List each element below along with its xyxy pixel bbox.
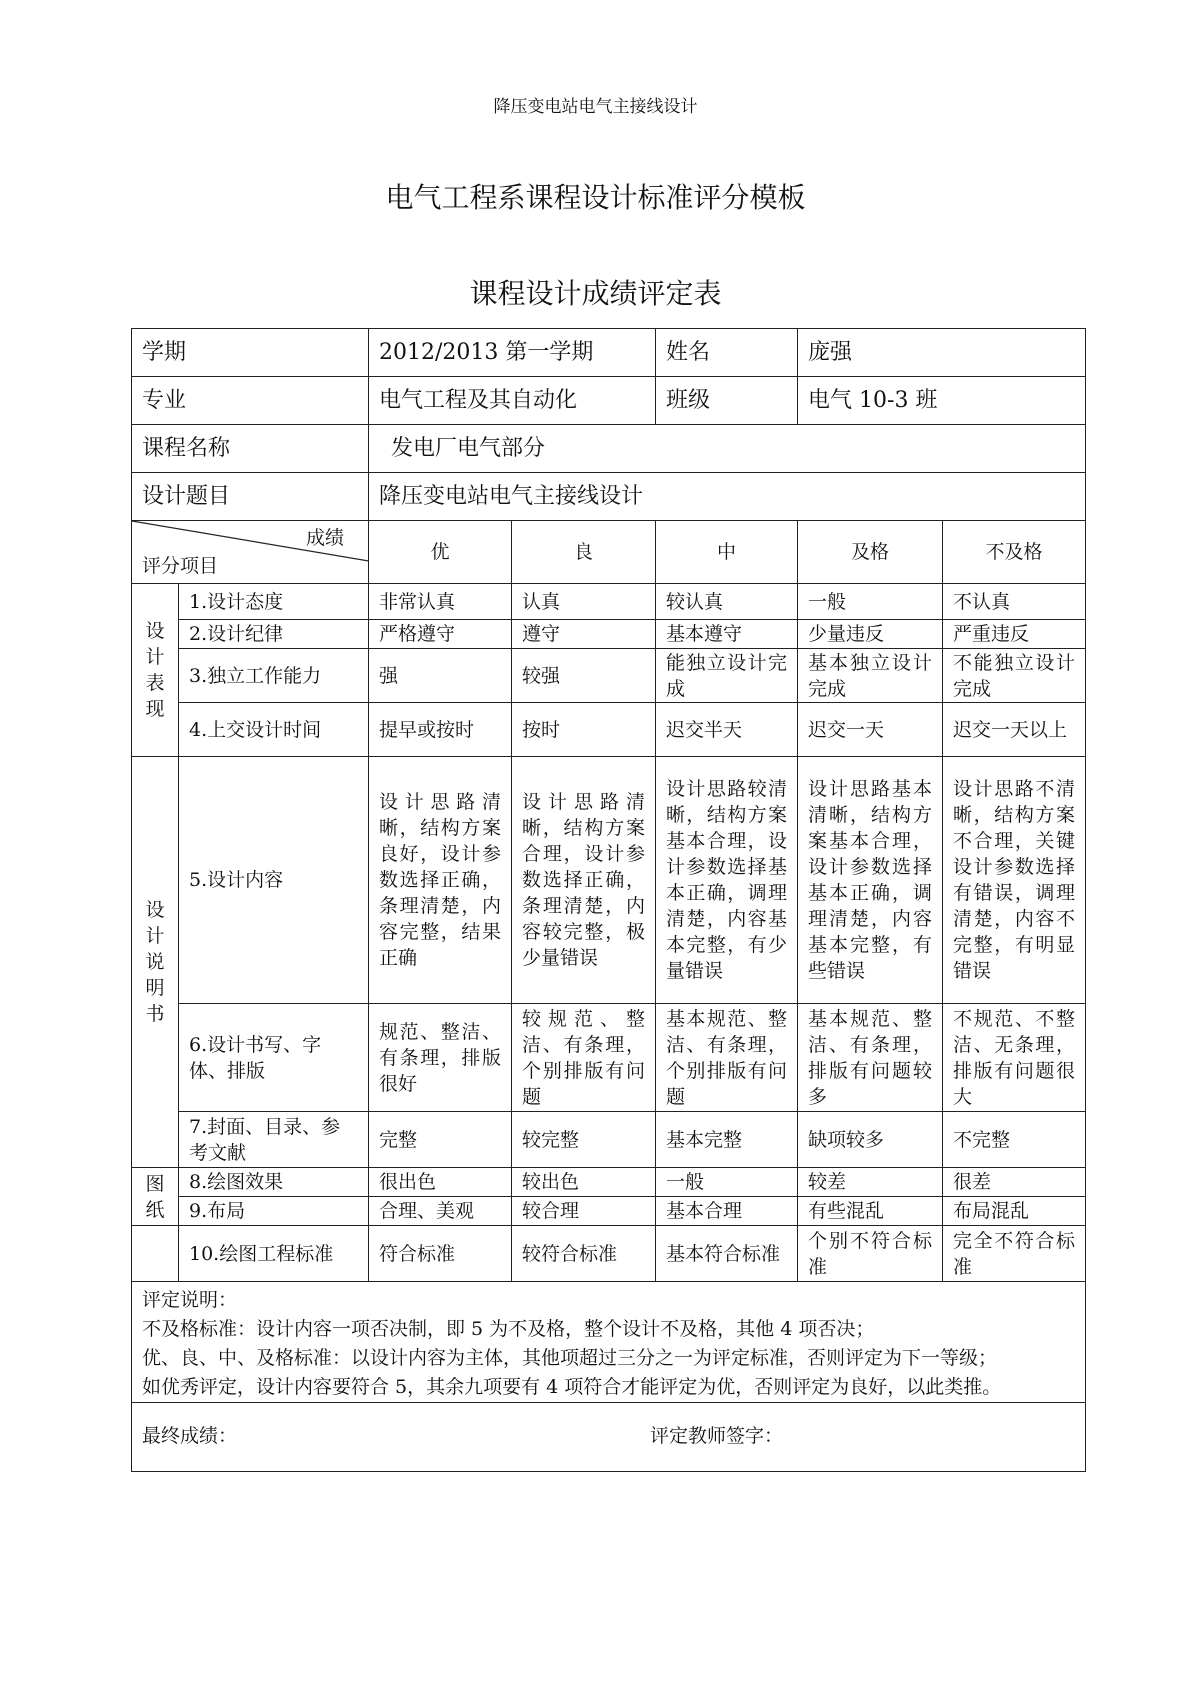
info-row-course [132,425,1086,473]
notes-line-2: 优、良、中、及格标准：以设计内容为主体，其他项超过三分之一为评定标准，否则评定为下一等级； [142,1347,998,1369]
term-value: 2012/2013 第一学期 [369,329,656,377]
running-header: 降压变电站电气主接线设计 [493,97,698,117]
criteria-cell: 基本符合标准 [656,1226,798,1282]
criteria-cell: 设计思路基本清晰，结构方案基本合理，设计参数选择基本正确，调理清楚，内容基本完整，有些错误 [798,757,943,1004]
grade-excellent: 优 [369,521,512,584]
criteria-cell: 严重违反 [943,620,1086,649]
criteria-cell: 认真 [512,584,656,620]
criteria-cell: 规范、整洁、有条理，排版很好 [369,1004,512,1112]
info-row-term [132,329,1086,377]
form-title: 课程设计成绩评定表 [469,277,722,310]
criteria-cell: 基本独立设计完成 [798,649,943,703]
notes-line-3: 如优秀评定，设计内容要符合 5，其余九项要有 4 项符合才能评定为优，否则评定为良好，以此类推。 [142,1376,1002,1398]
diagonal-header-cell [132,521,369,584]
name-label: 姓名 [656,329,798,377]
criteria-cell: 一般 [798,584,943,620]
criteria-cell: 较规范、整洁、有条理，个别排版有问题 [512,1004,656,1112]
term-label: 学期 [132,329,369,377]
criteria-cell: 很差 [943,1168,1086,1197]
topic-label: 设计题目 [132,473,369,521]
criteria-cell: 迟交半天 [656,703,798,757]
grade-good: 良 [512,521,656,584]
criteria-item: 3.独立工作能力 [179,649,369,703]
grade-fail: 不及格 [943,521,1086,584]
notes-row [132,1282,1086,1403]
criteria-cell: 基本合理 [656,1197,798,1226]
criteria-item: 6.设计书写、字体、排版 [179,1004,369,1112]
criteria-cell: 较出色 [512,1168,656,1197]
criteria-cell: 设计思路清晰，结构方案合理，设计参数选择正确，条理清楚，内容较完整，极少量错误 [512,757,656,1004]
criteria-row-6 [132,1004,1086,1112]
criteria-item: 5.设计内容 [179,757,369,1004]
criteria-cell: 较差 [798,1168,943,1197]
notes-line-1: 不及格标准：设计内容一项否决制，即 5 为不及格，整个设计不及格，其他 4 项否决； [142,1318,875,1340]
criteria-row-10 [132,1226,1086,1282]
group-blank [132,1226,179,1282]
major-value: 电气工程及其自动化 [369,377,656,425]
final-row [132,1403,1086,1472]
info-row-topic [132,473,1086,521]
criteria-cell: 迟交一天以上 [943,703,1086,757]
criteria-cell: 不能独立设计完成 [943,649,1086,703]
final-grade-label: 最终成绩： [142,1425,238,1447]
criteria-cell: 强 [369,649,512,703]
criteria-cell: 有些混乱 [798,1197,943,1226]
criteria-cell: 缺项较多 [798,1112,943,1168]
criteria-item: 9.布局 [179,1197,369,1226]
criteria-cell: 少量违反 [798,620,943,649]
criteria-cell: 迟交一天 [798,703,943,757]
criteria-cell: 能独立设计完成 [656,649,798,703]
criteria-cell: 布局混乱 [943,1197,1086,1226]
criteria-cell: 非常认真 [369,584,512,620]
criteria-cell: 不认真 [943,584,1086,620]
criteria-cell: 较合理 [512,1197,656,1226]
criteria-row-5 [132,757,1086,1004]
criteria-cell: 基本规范、整洁、有条理，个别排版有问题 [656,1004,798,1112]
course-value: 发电厂电气部分 [369,425,1086,473]
criteria-cell: 设计思路清晰，结构方案良好，设计参数选择正确，条理清楚，内容完整，结果正确 [369,757,512,1004]
group-performance: 设 计 表 现 [132,584,179,757]
teacher-signature-label: 评定教师签字： [650,1425,784,1447]
final-cell [132,1403,1086,1472]
grade-header-row [132,521,1086,584]
criteria-cell: 完全不符合标准 [943,1226,1086,1282]
criteria-row-2 [132,620,1086,649]
grade-medium: 中 [656,521,798,584]
criteria-cell: 不完整 [943,1112,1086,1168]
criteria-cell: 严格遵守 [369,620,512,649]
document-title: 电气工程系课程设计标准评分模板 [385,181,806,214]
criteria-cell: 较强 [512,649,656,703]
criteria-cell: 不规范、不整洁、无条理，排版有问题很大 [943,1004,1086,1112]
criteria-cell: 很出色 [369,1168,512,1197]
notes-cell [132,1282,1086,1403]
criteria-cell: 完整 [369,1112,512,1168]
info-row-major [132,377,1086,425]
criteria-cell: 合理、美观 [369,1197,512,1226]
criteria-cell: 基本规范、整洁、有条理，排版有问题较多 [798,1004,943,1112]
criteria-cell: 遵守 [512,620,656,649]
group-manual: 设 计 说 明 书 [132,757,179,1168]
class-value: 电气 10-3 班 [798,377,1086,425]
course-label: 课程名称 [132,425,369,473]
grade-table [131,328,1086,1472]
criteria-cell: 按时 [512,703,656,757]
criteria-row-4 [132,703,1086,757]
criteria-row-7 [132,1112,1086,1168]
criteria-item: 1.设计态度 [179,584,369,620]
major-label: 专业 [132,377,369,425]
criteria-row-3 [132,649,1086,703]
criteria-row-8 [132,1168,1086,1197]
notes-heading: 评定说明： [142,1289,238,1311]
criteria-item: 2.设计纪律 [179,620,369,649]
group-drawing: 图 纸 [132,1168,179,1226]
criteria-cell: 较符合标准 [512,1226,656,1282]
criteria-cell: 较认真 [656,584,798,620]
criteria-row-1 [132,584,1086,620]
criteria-cell: 提早或按时 [369,703,512,757]
criteria-cell: 符合标准 [369,1226,512,1282]
criteria-item: 10.绘图工程标准 [179,1226,369,1282]
grade-pass: 及格 [798,521,943,584]
criteria-item: 7.封面、目录、参考文献 [179,1112,369,1168]
name-value: 庞强 [798,329,1086,377]
diag-label-item: 评分项目 [142,555,219,577]
criteria-cell: 设计思路不清晰，结构方案不合理，关键设计参数选择有错误，调理清楚，内容不完整，有明显错误 [943,757,1086,1004]
criteria-cell: 个别不符合标准 [798,1226,943,1282]
criteria-item: 8.绘图效果 [179,1168,369,1197]
criteria-cell: 设计思路较清晰，结构方案基本合理，设计参数选择基本正确，调理清楚，内容基本完整，有少量错误 [656,757,798,1004]
diag-label-grade: 成绩 [306,527,345,549]
criteria-item: 4.上交设计时间 [179,703,369,757]
criteria-row-9 [132,1197,1086,1226]
criteria-cell: 一般 [656,1168,798,1197]
criteria-cell: 较完整 [512,1112,656,1168]
criteria-cell: 基本遵守 [656,620,798,649]
class-label: 班级 [656,377,798,425]
topic-value: 降压变电站电气主接线设计 [369,473,1086,521]
criteria-cell: 基本完整 [656,1112,798,1168]
